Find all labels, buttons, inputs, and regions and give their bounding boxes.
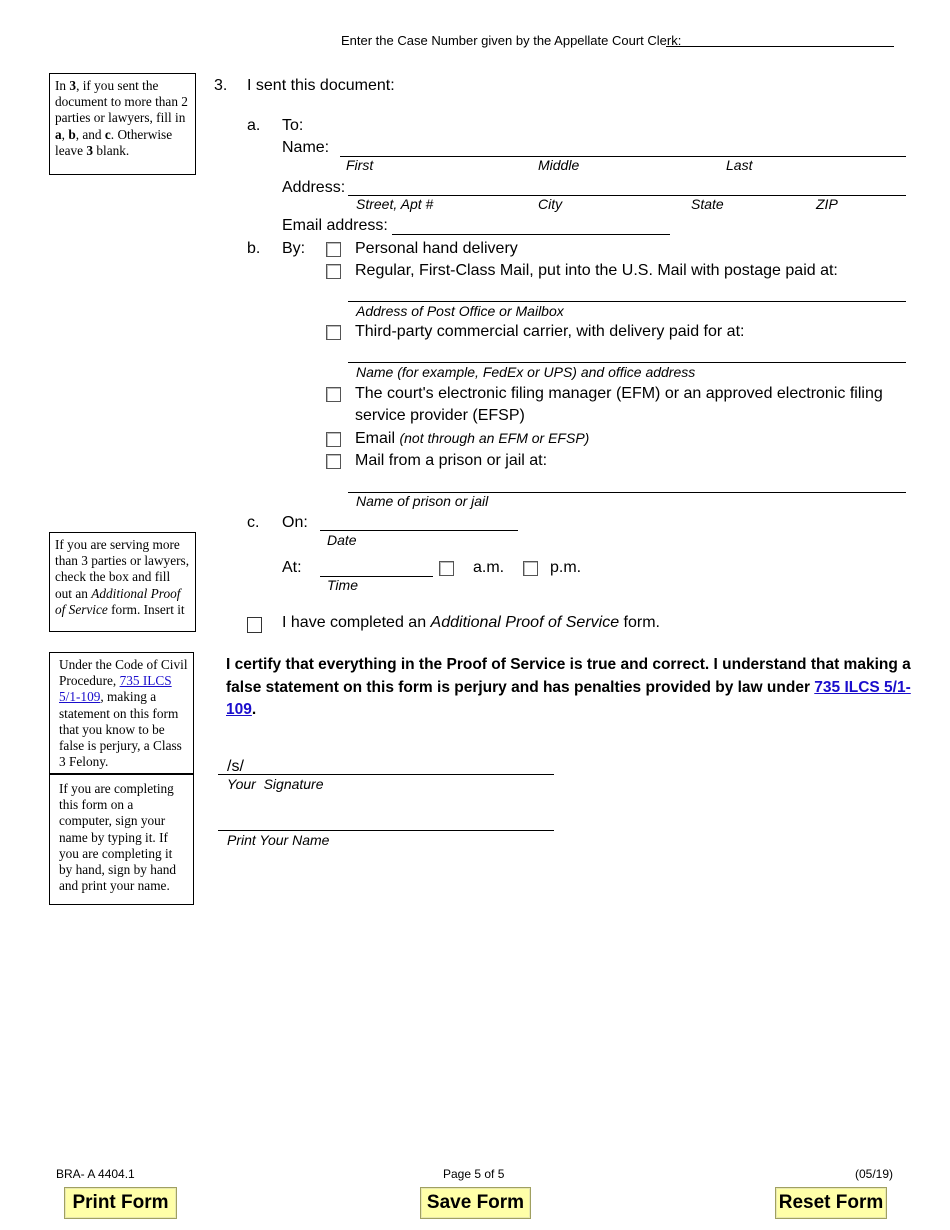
mail-label: Regular, First-Class Mail, put into the U.S. Mail with postage paid at:	[355, 262, 838, 279]
efm-label-line1: The court's electronic filing manager (EFM) or an approved electronic filing	[355, 385, 883, 402]
carrier-caption: Name (for example, FedEx or UPS) and office address	[356, 364, 696, 380]
sidebar-note-perjury: Under the Code of Civil Procedure, 735 ILCS 5/1-109, making a statement on this form that you know to be false is perjury, a Class 3 Felony.	[49, 652, 194, 774]
email-field[interactable]	[392, 234, 670, 235]
am-label: a.m.	[473, 559, 505, 576]
address-caption-street: Street, Apt #	[356, 196, 434, 212]
item-a-letter: a.	[247, 117, 261, 134]
print-form-button[interactable]: Print Form	[64, 1187, 177, 1219]
pm-label: p.m.	[550, 559, 582, 576]
carrier-checkbox[interactable]	[326, 325, 341, 340]
certification-statement: I certify that everything in the Proof of Service is true and correct. I understand that making a false statement on this form is perjury and has penalties provided by law under 735 ILCS 5/1-109.	[226, 656, 911, 718]
post-office-field[interactable]	[348, 301, 906, 302]
to-label: To:	[282, 117, 304, 134]
email-label: Email address:	[282, 217, 388, 234]
form-id: BRA- A 4404.1	[56, 1167, 135, 1181]
time-caption: Time	[327, 577, 358, 593]
carrier-field[interactable]	[348, 362, 906, 363]
personal-delivery-label: Personal hand delivery	[355, 240, 518, 257]
save-form-button[interactable]: Save Form	[420, 1187, 531, 1219]
by-label: By:	[282, 240, 306, 257]
additional-proof-label: I have completed an Additional Proof of Service form.	[282, 614, 660, 631]
reset-form-button[interactable]: Reset Form	[775, 1187, 887, 1219]
name-label: Name:	[282, 139, 330, 156]
name-caption-middle: Middle	[538, 157, 580, 173]
at-label: At:	[282, 559, 302, 576]
address-caption-state: State	[691, 196, 724, 212]
print-name-field[interactable]	[218, 830, 554, 831]
sidebar-note-fill-abc: In 3, if you sent the document to more than 2 parties or lawyers, fill in a, b, and c. Otherwise leave 3 blank.	[49, 73, 196, 175]
email-option-note: (not through an EFM or EFSP)	[399, 430, 590, 446]
email-option-label: Email (not through an EFM or EFSP)	[355, 430, 590, 447]
pm-checkbox[interactable]	[523, 561, 538, 576]
signature-field[interactable]	[218, 774, 554, 775]
address-caption-city: City	[538, 196, 563, 212]
address-caption-zip: ZIP	[816, 196, 838, 212]
form-date: (05/19)	[855, 1167, 894, 1181]
name-caption-first: First	[346, 157, 374, 173]
carrier-label: Third-party commercial carrier, with delivery paid for at:	[355, 323, 745, 340]
item-b-letter: b.	[247, 240, 261, 257]
name-caption-last: Last	[726, 157, 753, 173]
efm-label-line2: service provider (EFSP)	[355, 407, 525, 424]
ilcs-link-sidebar[interactable]: 735 ILCS 5/1-109	[59, 673, 172, 705]
section-number: 3.	[214, 77, 228, 94]
prison-caption: Name of prison or jail	[356, 493, 489, 509]
email-checkbox[interactable]	[326, 432, 341, 447]
date-field[interactable]	[320, 530, 518, 531]
sidebar-note-signing: If you are completing this form on a computer, sign your name by typing it. If you are completing it by hand, sign by hand and print your name.	[49, 774, 194, 905]
sidebar-note-additional-proof: If you are serving more than 3 parties or lawyers, check the box and fill out an Additional Proof of Service form. Insert it	[49, 532, 196, 632]
name-field[interactable]	[340, 156, 906, 157]
case-number-field[interactable]	[666, 46, 894, 47]
efm-checkbox[interactable]	[326, 387, 341, 402]
date-caption: Date	[327, 532, 357, 548]
on-label: On:	[282, 514, 308, 531]
prison-checkbox[interactable]	[326, 454, 341, 469]
page-number: Page 5 of 5	[443, 1167, 505, 1181]
signature-caption: Your Signature	[227, 776, 324, 792]
address-label: Address:	[282, 179, 346, 196]
print-name-caption: Print Your Name	[227, 832, 330, 848]
am-checkbox[interactable]	[439, 561, 454, 576]
personal-delivery-checkbox[interactable]	[326, 242, 341, 257]
signature-value: /s/	[227, 758, 244, 775]
mail-checkbox[interactable]	[326, 264, 341, 279]
post-office-caption: Address of Post Office or Mailbox	[356, 303, 564, 319]
item-c-letter: c.	[247, 514, 260, 531]
additional-proof-checkbox[interactable]	[247, 617, 262, 633]
ilcs-link[interactable]: 735 ILCS 5/1-109	[226, 678, 911, 718]
section-title: I sent this document:	[247, 77, 395, 94]
case-number-label: Enter the Case Number given by the Appellate Court Clerk:	[341, 33, 682, 48]
prison-label: Mail from a prison or jail at:	[355, 452, 548, 469]
